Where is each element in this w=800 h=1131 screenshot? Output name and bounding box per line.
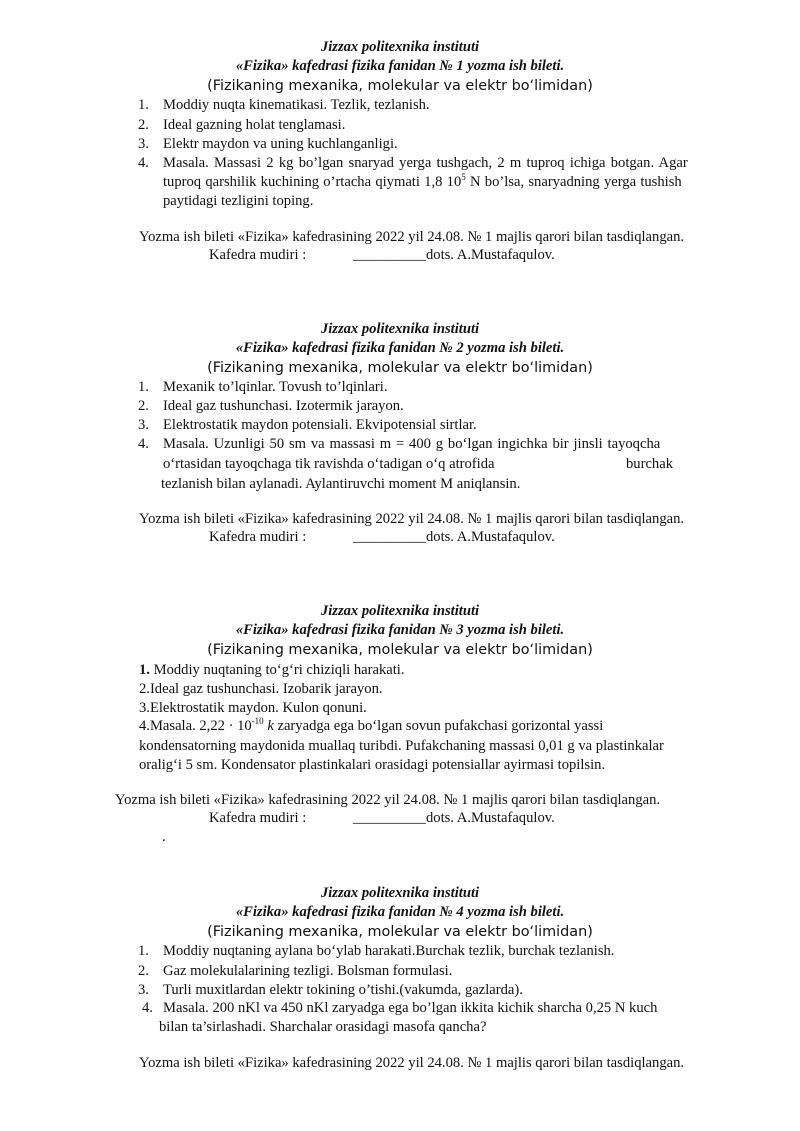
problem-text-line: kondensatorning maydonida muallaq turibdi. Pufakchaning massasi 0,01 g va plastinkalar: [139, 738, 664, 754]
head-label: Kafedra mudiri :: [209, 529, 307, 545]
question-text: Moddiy nuqta kinematikasi. Tezlik, tezlanish.: [163, 97, 430, 113]
question-text: Ideal gazning holat tenglamasi.: [163, 117, 346, 133]
question-text: Gaz molekulalarining tezligi. Bolsman formulasi.: [163, 963, 453, 979]
problem-text-part: tuproq qarshilik kuchining o’rtacha qiymati 1,8 10: [163, 174, 462, 190]
signature-line: __________dots. A.Mustafaqulov.: [353, 810, 555, 826]
stray-dot: .: [162, 829, 166, 845]
question-number: 4.: [138, 436, 149, 452]
ticket-title: «Fizika» kafedrasi fizika fanidan № 4 yozma ish bileti.: [235, 904, 565, 920]
institute-name: Jizzax politexnika instituti: [320, 885, 480, 901]
question-number: 4.: [142, 1000, 153, 1016]
approval-note: Yozma ish bileti «Fizika» kafedrasining 2022 yil 24.08. № 1 majlis qarori bilan tasdiqlangan.: [139, 229, 685, 245]
question-text-part: Moddiy nuqtaning to‘g‘ri chiziqli harakati.: [149, 662, 405, 678]
question-number: 1.: [138, 379, 149, 395]
problem-text-line: Masala. Uzunligi 50 sm va massasi m = 400 g bo‘lgan ingichka bir jinsli tayoqcha: [163, 436, 661, 452]
ticket-4: [0, 884, 800, 943]
problem-text-part: N bo’lsa, snaryadning yerga tushish: [465, 174, 682, 190]
problem-text-line: [139, 717, 603, 737]
question-number: 3.: [138, 982, 149, 998]
problem-text-line: Masala. 200 nKl va 450 nKl zaryadga ega bo’lgan ikkita kichik sharcha 0,25 N kuch: [163, 1000, 658, 1016]
question-text: Mexanik to’lqinlar. Tovush to’lqinlari.: [163, 379, 388, 395]
ticket-subtitle: (Fizikaning mexanika, molekular va elektr bo‘limidan): [207, 360, 593, 376]
problem-text-part: 4.Masala. 2,22 · 10: [139, 718, 252, 734]
institute-name: Jizzax politexnika instituti: [320, 603, 480, 619]
ticket-3: [0, 602, 800, 661]
exponent: 5: [461, 172, 466, 183]
question-number: 2.: [138, 398, 149, 414]
head-label: Kafedra mudiri :: [209, 810, 307, 826]
institute-name: Jizzax politexnika instituti: [320, 321, 480, 337]
signature-line: __________dots. A.Mustafaqulov.: [353, 247, 555, 263]
signature-line: __________dots. A.Mustafaqulov.: [353, 529, 555, 545]
question-text: Elektrostatik maydon potensiali. Ekvipotensial sirtlar.: [163, 417, 477, 433]
problem-text-line: paytidagi tezligini toping.: [163, 193, 314, 209]
question-number: 4.: [138, 155, 149, 171]
problem-text-line: o‘rtasidan tayoqchaga tik ravishda o‘tadigan o‘q atrofida: [163, 456, 495, 472]
ticket-title: «Fizika» kafedrasi fizika fanidan № 3 yozma ish bileti.: [235, 622, 565, 638]
problem-text-line: bilan ta’sirlashadi. Sharchalar orasidagi masofa qancha?: [159, 1019, 487, 1035]
question-number: 1.: [138, 943, 149, 959]
ticket-subtitle: (Fizikaning mexanika, molekular va elektr bo‘limidan): [207, 78, 593, 94]
question-number: 3.: [138, 136, 149, 152]
institute-name: Jizzax politexnika instituti: [320, 39, 480, 55]
head-label: Kafedra mudiri :: [209, 247, 307, 263]
question-number: 2.: [138, 117, 149, 133]
question-text: Turli muxitlardan elektr tokining o’tishi.(vakumda, gazlarda).: [163, 982, 523, 998]
problem-text-line: oralig‘i 5 sm. Kondensator plastinkalari orasidagi potensiallar ayirmasi topilsin.: [139, 757, 606, 773]
question-text: Moddiy nuqtaning aylana bo‘ylab harakati.Burchak tezlik, burchak tezlanish.: [163, 943, 615, 959]
problem-text-part: zaryadga ega bo‘lgan sovun pufakchasi gorizontal yassi: [273, 718, 604, 734]
question-number: 1.: [138, 97, 149, 113]
question-text: Elektr maydon va uning kuchlanganligi.: [163, 136, 398, 152]
question-number: 1.: [139, 662, 150, 678]
question-text: [139, 661, 404, 681]
question-text: 2.Ideal gaz tushunchasi. Izobarik jarayon.: [139, 681, 383, 697]
problem-text-line: Masala. Massasi 2 kg bo’lgan snaryad yerga tushgach, 2 m tuproq ichiga botgan. Agar: [163, 155, 688, 171]
question-text: 3.Elektrostatik maydon. Kulon qonuni.: [139, 700, 367, 716]
exponent: -10: [251, 716, 264, 727]
approval-note: Yozma ish bileti «Fizika» kafedrasining 2022 yil 24.08. № 1 majlis qarori bilan tasdiqlangan.: [139, 1055, 685, 1071]
ticket-subtitle: (Fizikaning mexanika, molekular va elektr bo‘limidan): [207, 642, 593, 658]
question-text: Ideal gaz tushunchasi. Izotermik jarayon.: [163, 398, 404, 414]
problem-text-line: burchak: [626, 456, 674, 472]
ticket-subtitle: (Fizikaning mexanika, molekular va elektr bo‘limidan): [207, 924, 593, 940]
ticket-title: «Fizika» kafedrasi fizika fanidan № 2 yozma ish bileti.: [235, 340, 565, 356]
question-number: 3.: [138, 417, 149, 433]
approval-note: Yozma ish bileti «Fizika» kafedrasining 2022 yil 24.08. № 1 majlis qarori bilan tasdiqlangan.: [139, 511, 685, 527]
problem-text-line: tezlanish bilan aylanadi. Aylantiruvchi moment M aniqlansin.: [161, 476, 521, 492]
problem-text-line: [163, 173, 682, 193]
unit-symbol: k: [267, 718, 274, 734]
approval-note: Yozma ish bileti «Fizika» kafedrasining 2022 yil 24.08. № 1 majlis qarori bilan tasdiqlangan.: [115, 792, 661, 808]
question-number: 2.: [138, 963, 149, 979]
ticket-2: [0, 320, 800, 379]
ticket-1: [0, 38, 800, 97]
ticket-title: «Fizika» kafedrasi fizika fanidan № 1 yozma ish bileti.: [235, 58, 565, 74]
